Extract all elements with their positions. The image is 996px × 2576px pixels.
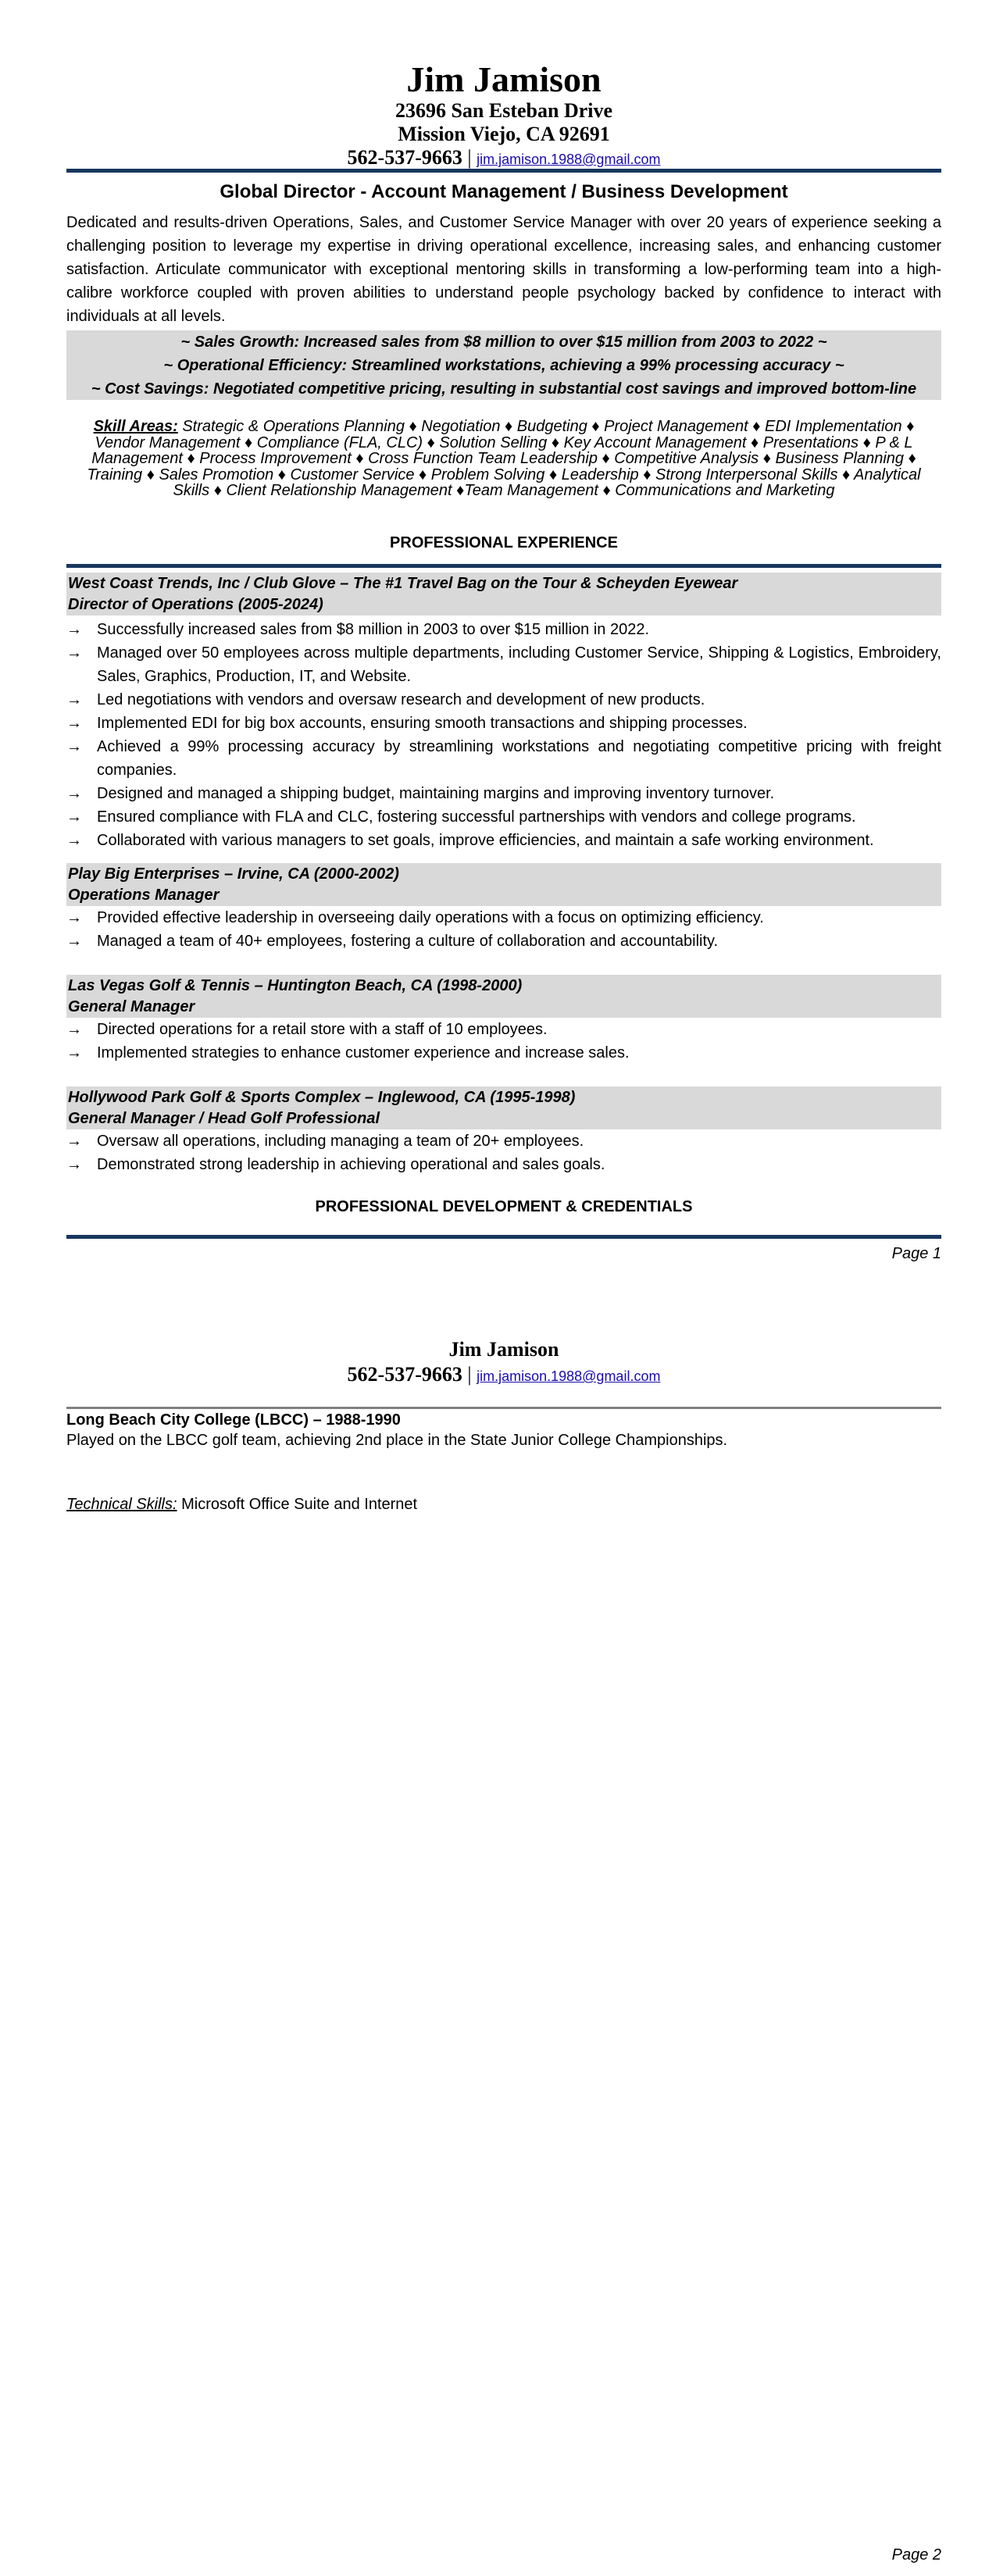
arrow-right-icon: → xyxy=(66,1044,82,1061)
job-bullets xyxy=(66,1018,941,1065)
arrow-right-icon: → xyxy=(66,909,82,926)
list-item: → Achieved a 99% processing accuracy by streamlining workstations and negotiating competitive pricing with freight companies. xyxy=(66,735,941,782)
arrow-right-icon: → xyxy=(66,738,82,755)
list-item: → Successfully increased sales from $8 million in 2003 to over $15 million in 2022. xyxy=(66,618,941,641)
phone: 562-537-9663 xyxy=(347,146,462,169)
job-bullets xyxy=(66,618,941,852)
page2-contact-line xyxy=(66,1363,941,1388)
skill-areas xyxy=(66,419,941,499)
list-item: → Implemented EDI for big box accounts, ensuring smooth transactions and shipping processes. xyxy=(66,712,941,735)
email-link[interactable]: jim.jamison.1988@gmail.com xyxy=(477,1368,661,1384)
list-item: → Collaborated with various managers to set goals, improve efficiencies, and maintain a safe working environment. xyxy=(66,829,941,852)
job-west-coast-trends xyxy=(66,573,941,852)
job-role: General Manager / Head Golf Professional xyxy=(68,1110,380,1127)
skill-areas-list: Strategic & Operations Planning ♦ Negotiation ♦ Budgeting ♦ Project Management ♦ EDI Implementation ♦ Vendor Management ♦ Compliance (FLA, CLC) ♦ Solution Selling ♦ Key Account Management ♦ Presentations ♦ P & L Management ♦ Process Improvement ♦ Cross Function Team Leadership ♦ Competitive Analysis ♦ Business Planning ♦ Training ♦ Sales Promotion ♦ Customer Service ♦ Problem Solving ♦ Leadership ♦ Strong Interpersonal Skills ♦ Analytical Skills ♦ Client Relationship Management ♦Team Management ♦ Communications and Marketing xyxy=(87,418,921,500)
separator: | xyxy=(467,1363,472,1386)
header-divider xyxy=(66,169,941,173)
technical-skills-text: Microsoft Office Suite and Internet xyxy=(177,1496,418,1513)
job-header xyxy=(66,1086,941,1129)
arrow-right-icon: → xyxy=(66,785,82,802)
job-header xyxy=(66,573,941,615)
candidate-name: Jim Jamison xyxy=(406,59,602,99)
list-item: → Managed a team of 40+ employees, fostering a culture of collaboration and accountability. xyxy=(66,929,941,953)
skill-areas-label: Skill Areas: xyxy=(93,418,178,435)
job-role: General Manager xyxy=(68,998,195,1015)
arrow-right-icon: → xyxy=(66,1021,82,1038)
contact-line xyxy=(66,146,941,171)
technical-skills xyxy=(66,1494,941,1515)
job-company: West Coast Trends, Inc / Club Glove – The #1 Travel Bag on the Tour & Scheyden Eyewear xyxy=(68,575,738,592)
list-item: → Implemented strategies to enhance customer experience and increase sales. xyxy=(66,1041,941,1065)
arrow-right-icon: → xyxy=(66,832,82,849)
list-item: → Led negotiations with vendors and oversaw research and development of new products. xyxy=(66,688,941,712)
page2-name: Jim Jamison xyxy=(448,1338,559,1361)
separator: | xyxy=(467,146,472,169)
job-company: Hollywood Park Golf & Sports Complex – Inglewood, CA (1995-1998) xyxy=(68,1089,576,1106)
phone: 562-537-9663 xyxy=(347,1363,462,1386)
highlight-cost-savings: ~ Cost Savings: Negotiated competitive pricing, resulting in substantial cost savings and improved bottom-line xyxy=(91,380,917,398)
development-divider xyxy=(66,1235,941,1239)
job-company: Play Big Enterprises – Irvine, CA (2000-2002) xyxy=(68,865,399,883)
job-las-vegas-golf xyxy=(66,975,941,1065)
list-item: → Demonstrated strong leadership in achieving operational and sales goals. xyxy=(66,1153,941,1176)
arrow-right-icon: → xyxy=(66,715,82,732)
list-item: → Oversaw all operations, including managing a team of 20+ employees. xyxy=(66,1129,941,1153)
arrow-right-icon: → xyxy=(66,644,82,662)
page2-divider xyxy=(66,1407,941,1409)
highlights-box xyxy=(66,330,941,400)
list-item: → Managed over 50 employees across multiple departments, including Customer Service, Shipping & Logistics, Embroidery, Sales, Graphics, Production, IT, and Website. xyxy=(66,641,941,688)
arrow-right-icon: → xyxy=(66,691,82,708)
arrow-right-icon: → xyxy=(66,621,82,638)
job-hollywood-park xyxy=(66,1086,941,1176)
job-role: Director of Operations (2005-2024) xyxy=(68,596,323,613)
job-bullets xyxy=(66,1129,941,1176)
job-play-big xyxy=(66,863,941,953)
list-item: → Designed and managed a shipping budget, maintaining margins and improving inventory turnover. xyxy=(66,782,941,805)
list-item: → Directed operations for a retail store with a staff of 10 employees. xyxy=(66,1018,941,1041)
page-number: Page 1 xyxy=(891,1245,941,1262)
address-line-2: Mission Viejo, CA 92691 xyxy=(398,123,610,145)
list-item: → Provided effective leadership in overseeing daily operations with a focus on optimizing efficiency. xyxy=(66,906,941,929)
summary-paragraph: Dedicated and results-driven Operations, Sales, and Customer Service Manager with over 20 years of experience seeking a challenging position to leverage my expertise in driving operational excellence, increasing sales, and enhancing customer satisfaction. Articulate communicator with exceptional mentoring skills in transforming a low-performing team into a high-calibre workforce coupled with proven abilities to understand people psychology backed by confidence to interact with individuals at all levels. xyxy=(66,214,941,325)
job-company: Las Vegas Golf & Tennis – Huntington Beach, CA (1998-2000) xyxy=(68,977,523,994)
education-heading: Long Beach City College (LBCC) – 1988-1990 xyxy=(66,1411,401,1429)
technical-skills-label: Technical Skills: xyxy=(66,1496,177,1513)
address-line-1: 23696 San Esteban Drive xyxy=(394,99,613,122)
highlight-operational-efficiency: ~ Operational Efficiency: Streamlined workstations, achieving a 99% processing accuracy ~ xyxy=(163,357,844,374)
education-text: Played on the LBCC golf team, achieving 2nd place in the State Junior College Championships. xyxy=(66,1432,728,1449)
arrow-right-icon: → xyxy=(66,933,82,950)
arrow-right-icon: → xyxy=(66,1133,82,1150)
page-number: Page 2 xyxy=(891,2546,941,2564)
highlight-sales-growth: ~ Sales Growth: Increased sales from $8 million to over $15 million from 2003 to 2022 ~ xyxy=(180,334,827,351)
professional-title: Global Director - Account Management / Business Development xyxy=(220,181,788,202)
list-item: → Ensured compliance with FLA and CLC, fostering successful partnerships with vendors and college programs. xyxy=(66,805,941,829)
experience-divider xyxy=(66,564,941,568)
arrow-right-icon: → xyxy=(66,1156,82,1173)
job-bullets xyxy=(66,906,941,953)
job-role: Operations Manager xyxy=(68,887,220,904)
email-link[interactable]: jim.jamison.1988@gmail.com xyxy=(477,152,661,167)
experience-heading: PROFESSIONAL EXPERIENCE xyxy=(390,534,618,551)
arrow-right-icon: → xyxy=(66,808,82,826)
development-heading: PROFESSIONAL DEVELOPMENT & CREDENTIALS xyxy=(315,1198,693,1215)
job-header xyxy=(66,863,941,906)
job-header xyxy=(66,975,941,1018)
